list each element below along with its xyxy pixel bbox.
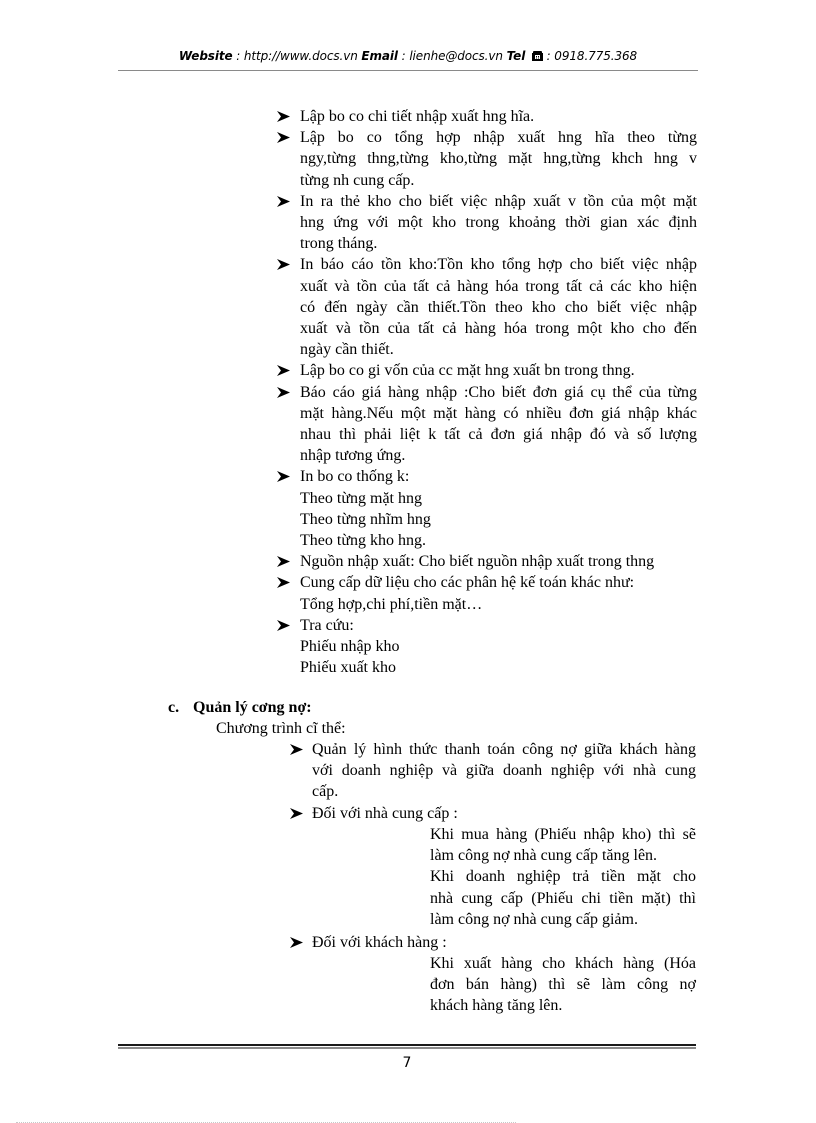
page-header	[118, 49, 698, 67]
list-item	[300, 127, 697, 191]
text-line: hng ứng với một kho trong khoảng thời gian xác định	[300, 214, 697, 231]
text-line: từng nh cung cấp.	[300, 171, 415, 189]
page-number: 7	[402, 1055, 412, 1071]
section-c-item-payment	[312, 739, 696, 803]
supplier-label: Đối với nhà cung cấp :	[312, 805, 458, 822]
arrow-bullet-icon	[277, 106, 293, 127]
text-line: Phiếu nhập kho	[300, 638, 400, 655]
text-line: mặt hàng.Nếu một mặt hàng có nhiều đơn giá nhập khác	[300, 404, 697, 422]
list-item	[300, 466, 697, 551]
tel-number: : 0918.775.368	[542, 49, 638, 63]
text-line: nhà cung cấp (Phiếu chi tiền mặt) thì	[430, 889, 696, 907]
section-c-title: Quản lý cơng nợ:	[193, 699, 312, 716]
customer-description	[430, 953, 696, 1017]
footer-divider-dark	[118, 1044, 696, 1046]
arrow-bullet-icon	[290, 803, 306, 824]
text-line: nhập tương ứng.	[300, 447, 406, 465]
list-item	[300, 615, 697, 679]
text-line: trong tháng.	[300, 235, 378, 253]
supplier-description	[430, 824, 696, 930]
list-item	[300, 106, 697, 127]
text-line: Khi doanh nghiệp trả tiền mặt cho	[430, 868, 696, 886]
website-url[interactable]: : http://www.docs.vn	[232, 49, 362, 63]
arrow-bullet-icon	[277, 254, 293, 275]
website-label: Website	[178, 49, 233, 63]
text-line: đơn bán hàng) thì sẽ làm công nợ	[430, 976, 696, 994]
text-line: Tổng hợp,chi phí,tiền mặt…	[300, 595, 483, 613]
text-line: Lập bo co tổng hợp nhập xuất hng hĩa theo từng	[300, 129, 697, 147]
arrow-bullet-icon	[290, 739, 306, 760]
text-line: ngày cần thiết.	[300, 341, 394, 359]
arrow-bullet-icon	[277, 127, 293, 148]
text-line: Lập bo co chi tiết nhập xuất hng hĩa.	[300, 108, 535, 125]
text-line: In ra thẻ kho cho biết việc nhập xuất v tồn của một mặt	[300, 192, 697, 210]
header-divider	[118, 70, 698, 71]
text-line: Báo cáo giá hàng nhập :Cho biết đơn giá cụ thể của từng	[300, 383, 697, 401]
text-line: xuất và tồn của tất cả hàng hóa trong tất cả các kho hiện	[300, 277, 697, 295]
text-line: làm công nợ nhà cung cấp tăng lên.	[430, 847, 658, 865]
arrow-bullet-icon	[277, 191, 293, 212]
arrow-bullet-icon	[277, 615, 293, 636]
footer-divider-light	[118, 1047, 696, 1049]
text-line: Khi mua hàng (Phiếu nhập kho) thì sẽ	[430, 826, 696, 843]
list-item	[300, 572, 697, 614]
email-address[interactable]: : lienhe@docs.vn	[397, 49, 507, 63]
text-line: Khi xuất hàng cho khách hàng (Hóa	[430, 955, 696, 972]
arrow-bullet-icon	[277, 572, 293, 593]
text-line: có đến ngày cần thiết.Tồn theo kho cho biết việc nhập	[300, 298, 697, 316]
text-line: Lập bo co gi vốn của cc mặt hng xuất bn trong thng.	[300, 362, 635, 380]
text-line: Phiếu xuất kho	[300, 659, 396, 677]
list-item	[300, 191, 697, 255]
text-line: làm công nợ nhà cung cấp giảm.	[430, 910, 638, 928]
text-line: Cung cấp dữ liệu cho các phân hệ kế toán khác như:	[300, 574, 635, 592]
list-item	[300, 254, 697, 360]
list-item	[300, 551, 697, 572]
section-c-marker: c.	[168, 699, 180, 716]
arrow-bullet-icon	[290, 932, 306, 953]
email-label: Email	[361, 49, 398, 63]
arrow-bullet-icon	[277, 360, 293, 381]
list-item	[300, 382, 697, 467]
arrow-bullet-icon	[277, 551, 293, 572]
text-line: Quản lý hình thức thanh toán công nợ giữa khách hàng	[312, 741, 696, 758]
text-line: Theo từng nhĩm hng	[300, 510, 431, 528]
text-line: ngy,từng thng,từng kho,từng mặt hng,từng khch hng v	[300, 150, 697, 168]
section-c-intro: Chương trình cĩ thể:	[216, 720, 346, 737]
text-line: Tra cứu:	[300, 616, 354, 634]
text-line: In bo co thống k:	[300, 468, 410, 486]
arrow-bullet-icon	[277, 382, 293, 403]
list-item	[300, 360, 697, 381]
text-line: xuất và tồn của tất cả hàng hóa trong một kho cho đến	[300, 320, 697, 337]
text-line: nhau thì phải liệt k tất cả đơn giá nhập đó và số lượng	[300, 426, 697, 443]
text-line: Theo từng mặt hng	[300, 489, 422, 507]
phone-icon	[532, 50, 543, 64]
text-line: Theo từng kho hng.	[300, 532, 426, 549]
text-line: khách hàng tăng lên.	[430, 997, 563, 1015]
text-line: với doanh nghiệp và giữa doanh nghiệp với nhà cung	[312, 762, 696, 780]
text-line: Nguồn nhập xuất: Cho biết nguồn nhập xuất trong thng	[300, 553, 655, 571]
text-line: cấp.	[312, 783, 339, 801]
tel-label: Tel	[506, 49, 526, 63]
arrow-bullet-icon	[277, 466, 293, 487]
customer-label: Đối với khách hàng :	[312, 934, 447, 951]
text-line: In báo cáo tồn kho:Tồn kho tổng hợp cho biết việc nhập	[300, 256, 697, 274]
